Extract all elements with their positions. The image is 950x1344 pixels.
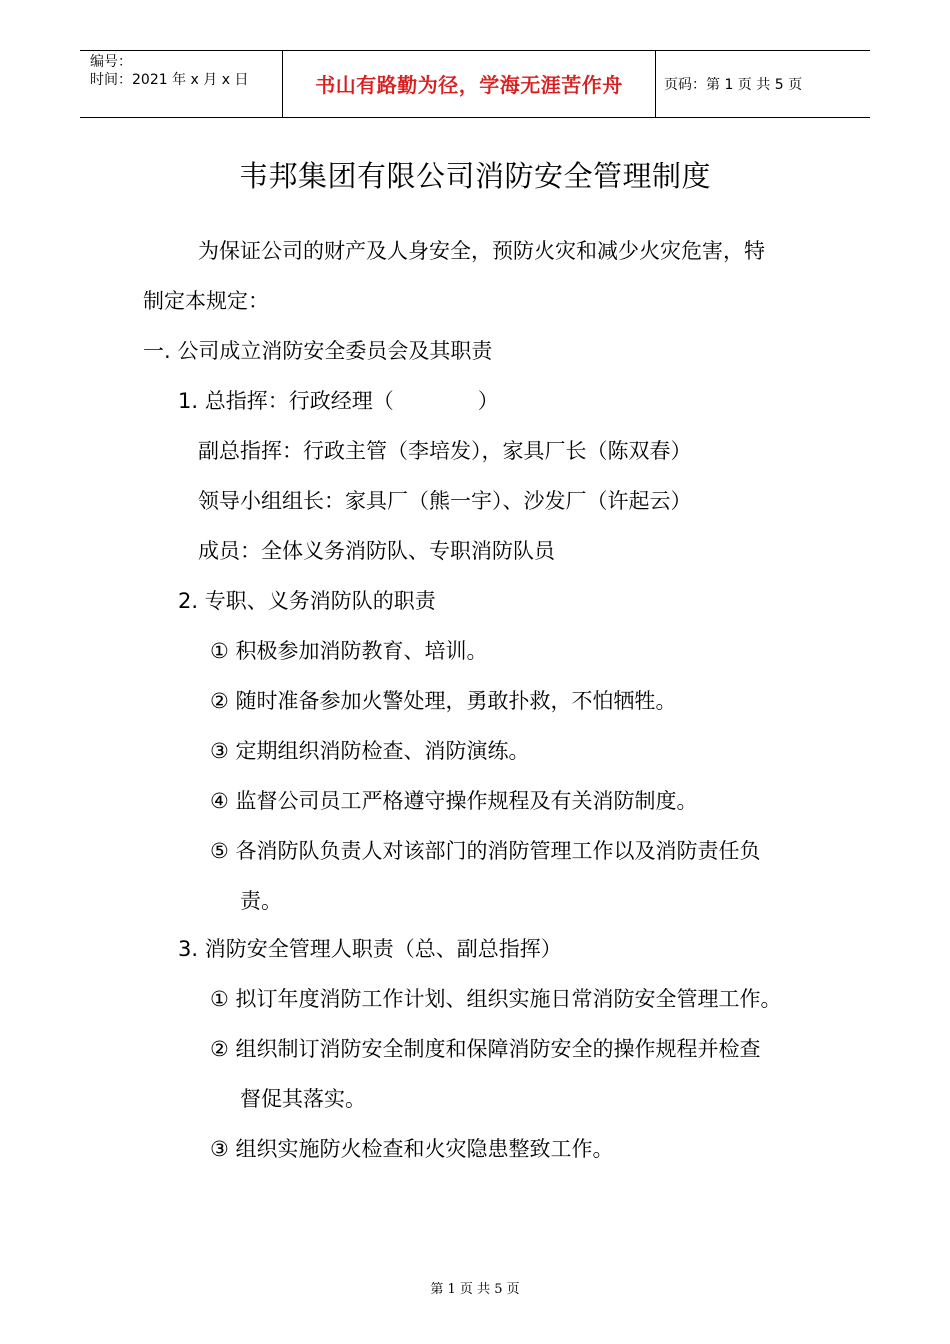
item-1-deputy: 副总指挥：行政主管（李培发），家具厂长（陈双春） [198, 439, 692, 463]
item-2-duty-1: ① 积极参加消防教育、培训。 [210, 639, 488, 663]
item-1-members: 成员：全体义务消防队、专职消防队员 [198, 539, 555, 563]
intro-paragraph-line-1: 为保证公司的财产及人身安全，预防火灾和减少火灾危害，特 [198, 239, 765, 263]
header-meta-cell [80, 51, 282, 117]
item-3-duty-2: ② 组织制订消防安全制度和保障消防安全的操作规程并检查 [210, 1037, 761, 1061]
item-3-duty-1: ① 拟订年度消防工作计划、组织实施日常消防安全管理工作。 [210, 987, 782, 1011]
document-title: 韦邦集团有限公司消防安全管理制度 [238, 159, 711, 193]
motto-text: 书山有路勤为径，学海无涯苦作舟 [315, 73, 623, 97]
header-page-info: 页码：第 1 页 共 5 页 [664, 77, 803, 93]
document-time-label: 时间：2021 年 x 月 x 日 [90, 72, 249, 88]
item-3-duty-3: ③ 组织实施防火检查和火灾隐患整致工作。 [210, 1137, 614, 1161]
document-number-label: 编号： [90, 54, 132, 70]
page-footer: 第 1 页 共 5 页 [430, 1282, 520, 1297]
item-2-heading: 2. 专职、义务消防队的职责 [178, 589, 436, 613]
item-1-chief: 1. 总指挥：行政经理（ ） [178, 389, 499, 413]
item-2-duty-3: ③ 定期组织消防检查、消防演练。 [210, 739, 530, 763]
item-2-duty-5: ⑤ 各消防队负责人对该部门的消防管理工作以及消防责任负 [210, 839, 761, 863]
intro-paragraph-line-2: 制定本规定： [143, 289, 269, 313]
item-1-leaders: 领导小组组长：家具厂（熊一宇）、沙发厂（许起云） [198, 489, 692, 513]
item-2-duty-5-continued: 责。 [240, 889, 282, 913]
header-page-cell [656, 51, 870, 117]
section-1-heading: 一. 公司成立消防安全委员会及其职责 [143, 339, 493, 363]
item-3-duty-2-continued: 督促其落实。 [240, 1087, 366, 1111]
item-3-heading: 3. 消防安全管理人职责（总、副总指挥） [178, 937, 562, 961]
document-header [80, 50, 870, 118]
header-motto-cell [282, 51, 656, 117]
item-2-duty-4: ④ 监督公司员工严格遵守操作规程及有关消防制度。 [210, 789, 698, 813]
item-2-duty-2: ② 随时准备参加火警处理，勇敢扑救，不怕牺牲。 [210, 689, 677, 713]
